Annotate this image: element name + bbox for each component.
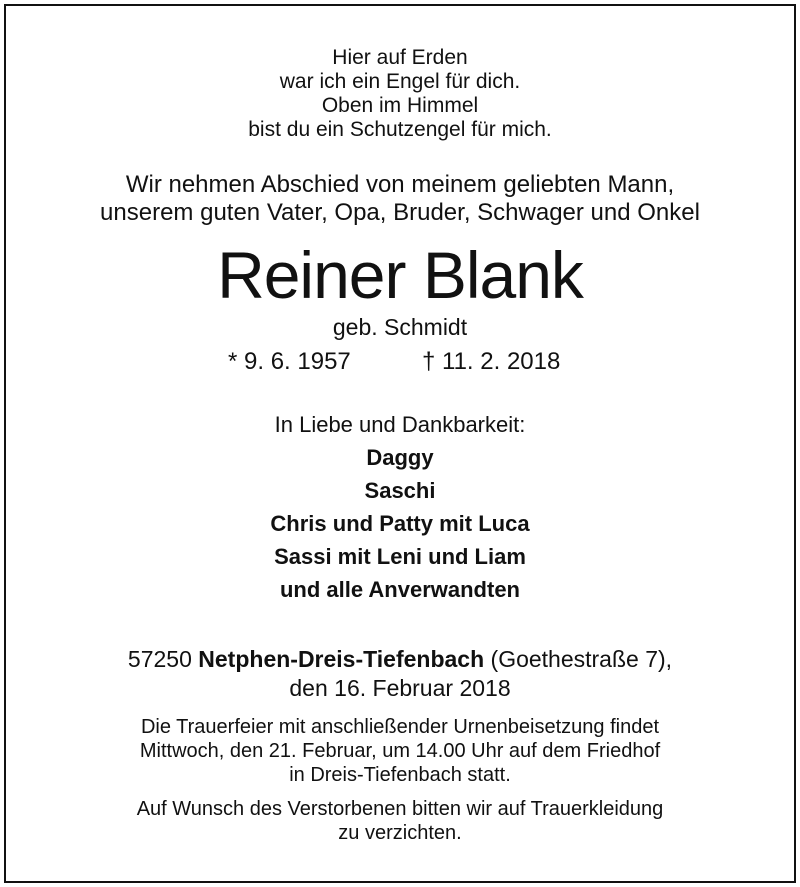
family-member: Sassi mit Leni und Liam — [274, 544, 526, 569]
funeral-line-3: in Dreis-Tiefenbach statt. — [289, 764, 511, 786]
intro-line-1: Wir nehmen Abschied von meinem geliebten Mann, — [125, 171, 675, 198]
postcode: 57250 — [127, 646, 192, 672]
life-dates — [6, 348, 794, 376]
deceased-name: Reiner Blank — [217, 238, 583, 312]
address-line — [6, 646, 794, 673]
request-line-2: zu verzichten. — [338, 822, 462, 844]
street: (Goethestraße 7), — [490, 646, 673, 672]
family-member: Chris und Patty mit Luca — [270, 511, 530, 536]
poem-line-4: bist du ein Schutzengel für mich. — [248, 118, 552, 141]
family-heading: In Liebe und Dankbarkeit: — [274, 412, 526, 437]
family-member: und alle Anverwandten — [279, 577, 520, 602]
town: Netphen-Dreis-Tiefenbach — [198, 646, 485, 672]
poem-line-1: Hier auf Erden — [332, 46, 468, 69]
request-line-1: Auf Wunsch des Verstorbenen bitten wir auf Trauerkleidung — [136, 798, 664, 820]
poem-line-3: Oben im Himmel — [321, 94, 479, 117]
family-member: Saschi — [364, 478, 436, 503]
intro-line-2: unserem guten Vater, Opa, Bruder, Schwager und Onkel — [100, 199, 700, 226]
funeral-line-1: Die Trauerfeier mit anschließender Urnenbeisetzung findet — [140, 716, 660, 738]
birth-date: * 9. 6. 1957 — [228, 348, 351, 375]
obituary-notice — [4, 4, 796, 883]
notice-date: den 16. Februar 2018 — [289, 675, 511, 701]
family-member: Daggy — [366, 445, 434, 470]
birth-name: geb. Schmidt — [332, 314, 468, 340]
funeral-line-2: Mittwoch, den 21. Februar, um 14.00 Uhr auf dem Friedhof — [139, 740, 661, 762]
death-date: † 11. 2. 2018 — [422, 348, 561, 375]
poem-line-2: war ich ein Engel für dich. — [279, 70, 521, 93]
